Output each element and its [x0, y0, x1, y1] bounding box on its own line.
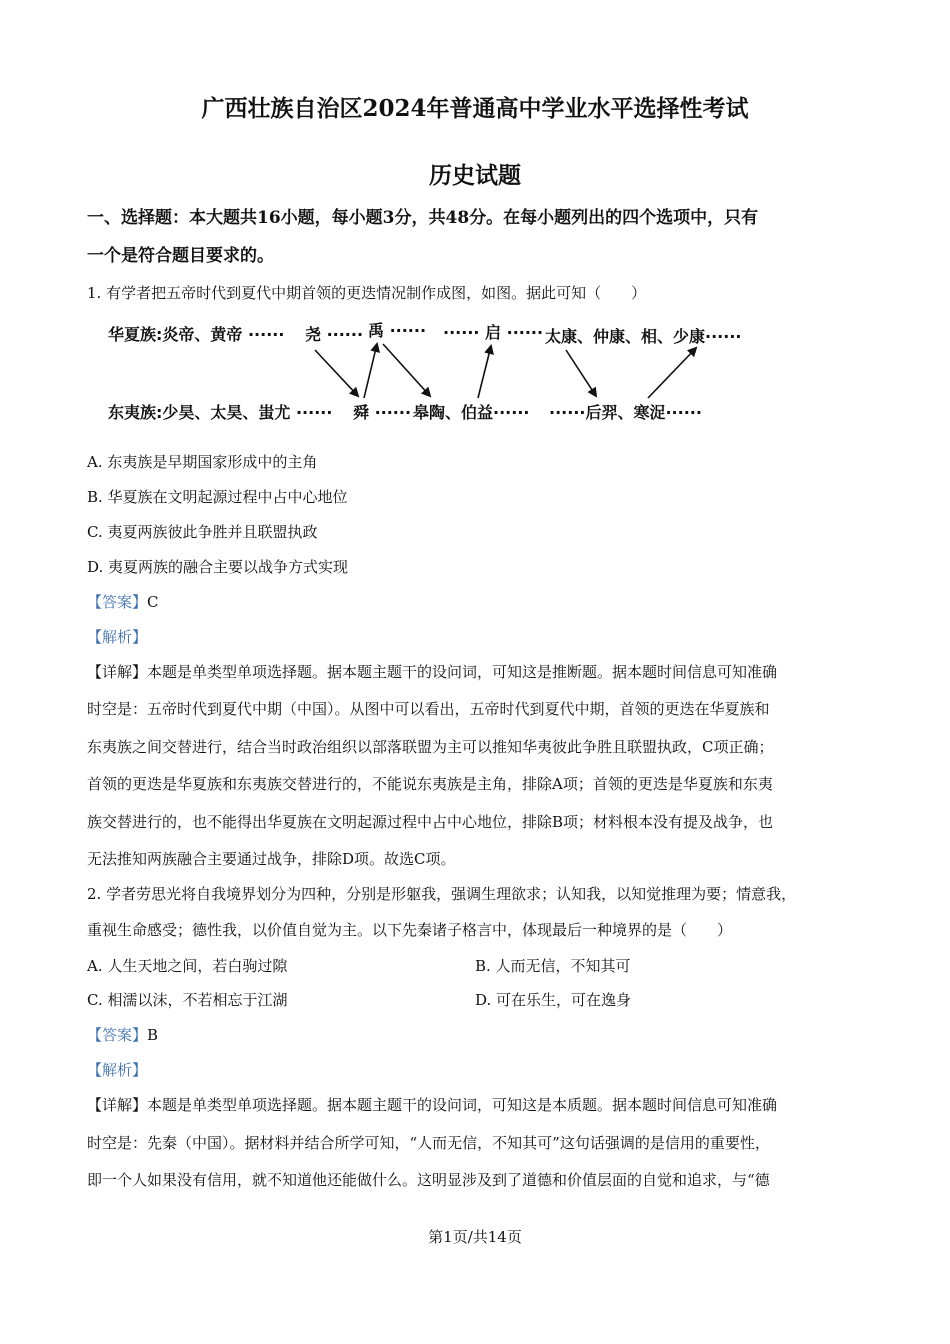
q2-answer [87, 1025, 158, 1045]
section-heading-line2: 一个是符合题目要求的。 [87, 246, 274, 266]
exam-title: 广西壮族自治区2024年普通高中学业水平选择性考试 [201, 95, 749, 122]
dongyi-label: 东夷族:少昊、太昊、蚩尤 ······ [108, 403, 333, 422]
q1-detail-line: 首领的更迭是华夏族和东夷族交替进行的，不能说东夷族是主角，排除A项；首领的更迭是华夏族和东夷 [87, 775, 773, 793]
exam-subtitle: 历史试题 [429, 162, 521, 189]
q2-detail-line: 时空是：先秦（中国）。据材料并结合所学可知，“人而无信，不知其可”这句话强调的是信用的重要性， [87, 1134, 770, 1152]
answer-label: 【答案】 [87, 593, 148, 611]
arrow-taikang-houyi [566, 350, 596, 396]
page-number: 第1页/共14页 [428, 1228, 522, 1246]
node-gaotao-boyi: 皋陶、伯益······ [413, 403, 530, 422]
q2-detail-line: 即一个人如果没有信用，就不知道他还能做什么。这明显涉及到了道德和价值层面的自觉和追求，与“德 [87, 1171, 770, 1189]
q2-option-b: B. 人而无信，不知其可 [475, 957, 631, 975]
q2-option-d: D. 可在乐生，可在逸身 [475, 991, 632, 1009]
q1-detail-line: 时空是：五帝时代到夏代中期（中国）。从图中可以看出，五帝时代到夏代中期，首领的更迭在华夏族和 [87, 700, 770, 718]
node-taikang-group: 太康、仲康、相、少康······ [545, 327, 742, 346]
q2-stem-line1: 2. 学者劳思光将自我境界划分为四种，分别是形躯我，强调生理欲求；认知我，以知觉推理为要；情意我， [87, 885, 797, 903]
q1-detail-line: 【详解】本题是单类型单项选择题。据本题主题干的设问词，可知这是推断题。据本题时间信息可知准确 [87, 663, 778, 681]
node-houyi-hanzhuo: ······后羿、寒浞······ [549, 403, 702, 422]
arrow-boyi-qi [478, 346, 491, 398]
answer-value: C [147, 593, 159, 611]
answer-value: B [147, 1026, 159, 1044]
q2-option-c: C. 相濡以沫，不若相忘于江湖 [87, 991, 288, 1009]
node-shun: 舜 ······ [353, 403, 412, 422]
section-heading-line1: 一、选择题：本大题共16小题，每小题3分，共48分。在每小题列出的四个选项中，只有 [87, 208, 759, 228]
q1-analysis-label: 【解析】 [87, 628, 148, 646]
succession-diagram [100, 314, 780, 434]
arrow-yu-gaotao [383, 344, 430, 396]
q1-option-c: C. 夷夏两族彼此争胜并且联盟执政 [87, 523, 318, 541]
arrow-yao-shun [315, 350, 358, 396]
node-qi: ······ 启 ······ [443, 323, 544, 342]
q1-detail-line: 族交替进行的，也不能得出华夏族在文明起源过程中占中心地位，排除B项；材料根本没有提及战争，也 [87, 813, 774, 831]
q1-option-a: A. 东夷族是早期国家形成中的主角 [87, 453, 318, 471]
q1-option-b: B. 华夏族在文明起源过程中占中心地位 [87, 488, 348, 506]
node-yu: 禹 ······ [368, 321, 427, 340]
q2-detail-line: 【详解】本题是单类型单项选择题。据本题主题干的设问词，可知这是本质题。据本题时间信息可知准确 [87, 1096, 778, 1114]
q2-analysis-label: 【解析】 [87, 1061, 148, 1079]
q2-stem-line2: 重视生命感受；德性我，以价值自觉为主。以下先秦诸子格言中，体现最后一种境界的是（ ） [87, 921, 733, 939]
q1-detail-line: 无法推知两族融合主要通过战争，排除D项。故选C项。 [87, 850, 456, 868]
q1-answer [87, 592, 159, 612]
arrow-shun-yu [364, 344, 377, 398]
q1-stem: 1. 有学者把五帝时代到夏代中期首领的更迭情况制作成图，如图。据此可知（ ） [87, 284, 647, 302]
node-yao: 尧 ······ [305, 325, 364, 344]
arrow-hanzhuo-shaokang [648, 348, 696, 398]
q1-option-d: D. 夷夏两族的融合主要以战争方式实现 [87, 558, 349, 576]
q1-detail-line: 东夷族之间交替进行，结合当时政治组织以部落联盟为主可以推知华夷彼此争胜且联盟执政，C项正确； [87, 738, 774, 756]
q2-option-a: A. 人生天地之间，若白驹过隙 [87, 957, 288, 975]
answer-label: 【答案】 [87, 1026, 148, 1044]
huaxia-label: 华夏族:炎帝、黄帝 ······ [108, 325, 285, 344]
